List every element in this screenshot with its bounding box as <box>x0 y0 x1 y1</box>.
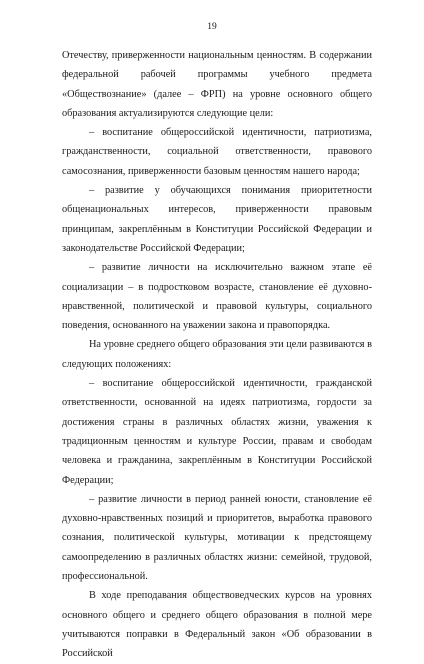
paragraph-goal-national-interests: – развитие у обучающихся понимания приоритетности общенациональных интересов, приверженности правовым принципам, закреплённым в Конституции Российской Федерации и законодательстве Российской Федерации; <box>62 185 372 254</box>
paragraph-goal-identity: – воспитание общероссийской идентичности, патриотизма, гражданственности, социальной ответственности, правового самосознания, приверженности базовым ценностям нашего народа; <box>62 127 372 177</box>
page-number: 19 <box>207 22 217 32</box>
paragraph-continuation: Отечеству, приверженности национальным ценностям. В содержании федеральной рабочей программы учебного предмета «Обществознание» (далее – ФРП) на уровне основного общего образования актуализируются следующие цели: <box>62 50 372 119</box>
paragraph-goal-personality-adolescence: – развитие личности на исключительно важном этапе её социализации – в подростковом возрасте, становление её духовно-нравственной, политической и правовой культуры, социального поведения, основанного на уважении закона и правопорядка. <box>62 262 372 332</box>
paragraph-secondary-level-intro: На уровне среднего общего образования эти цели развиваются в следующих положениях: <box>62 339 372 370</box>
body-text <box>62 46 372 664</box>
paragraph-secondary-goal-youth: – развитие личности в период ранней юности, становление её духовно-нравственных позиций и приоритетов, выработка правового сознания, политической культуры, мотивации к предстоящему самоопределению в различных областях жизни: семейной, трудовой, профессиональной. <box>62 493 372 583</box>
paragraph-teaching-courses: В ходе преподавания обществоведческих курсов на уровнях основного общего и среднего общего образования в полной мере учитываются поправки в Федеральный закон «Об образовании в Российской <box>62 590 372 660</box>
paragraph-secondary-goal-identity: – воспитание общероссийской идентичности, гражданской ответственности, основанной на идеях патриотизма, гордости за достижения страны в различных областях жизни, уважения к традиционным ценностям и культуре России, правам и свободам человека и гражданина, закреплённым в Конституции Российской Федерации; <box>62 378 372 486</box>
